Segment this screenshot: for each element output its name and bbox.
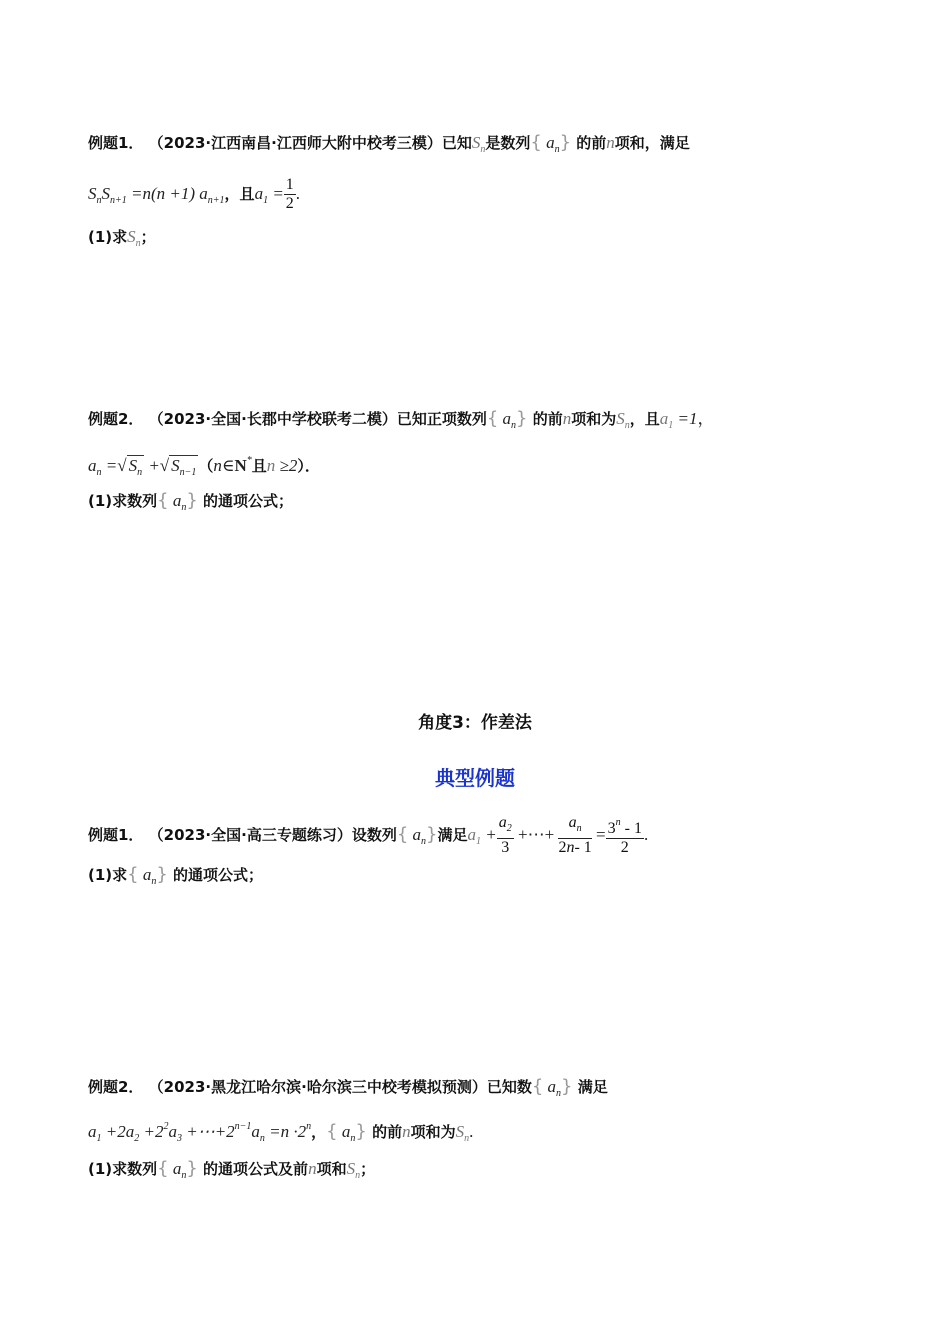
ex1b-question: (1)求{ $a_n$} 的通项公式； — [88, 864, 264, 887]
ex2b-statement: 例题2． （2023·黑龙江哈尔滨·哈尔滨三中校考模拟预测）已知数{ $a_n$} 满足 — [88, 1076, 608, 1099]
ex1a-label: 例题1． — [88, 134, 144, 152]
math-n-in-N: n∈N* — [213, 455, 252, 475]
ex1b-label: 例题1． — [88, 826, 144, 844]
ex2b-question: (1)求数列{ $a_n$} 的通项公式及前n项和$S_n$； — [88, 1158, 376, 1181]
math-weighted-sum: $a_1 +2a_2 +2^2a_3$ $+\cdots+2^{n-1}a_n =n \cdot 2^n$ — [88, 1121, 312, 1144]
ex1a-condition: $S_nS_{n+1} =n(n +1)$ $a_{n+1}$，且$a_1$ = $\frac{1}{2}$ . — [88, 176, 301, 212]
math-sum-series: $a_1$ + — [467, 825, 497, 847]
math-an-seq: { $a_n$} — [530, 132, 572, 155]
ex1b-statement: 例题1． （2023·全国·高三专题练习）设数列{ $a_n$}满足$a_1$ + $\frac{a_2}{3}$ +⋯+ $\frac{a_n}{2n- 1}$ = $\frac{3^n - 1}{2}$ . — [88, 814, 649, 856]
angle-title: 角度3：作差法 — [418, 713, 532, 733]
math-n: n — [606, 133, 615, 152]
math-an-sqrt: $a_n$ =√ $S_n$ +√ $S_{n-1}$ — [88, 456, 197, 478]
ex2a-question: (1)求数列{ $a_n$} 的通项公式； — [88, 490, 294, 513]
ex1a-source: （2023·江西南昌·江西师大附中校考三模） — [148, 134, 442, 152]
math-an-seq: { $a_n$} — [486, 408, 528, 431]
section-title: 典型例题 — [435, 766, 515, 790]
math-recurrence: $S_nS_{n+1} =n(n +1)$ $a_{n+1}$ — [88, 184, 225, 206]
ex1a-statement: 例题1． （2023·江西南昌·江西师大附中校考三模）已知$S_n$是数列{ $a_n$} 的前n项和，满足 — [88, 132, 690, 155]
ex2a-label: 例题2． — [88, 410, 144, 428]
ex1b-source: （2023·全国·高三专题练习） — [148, 826, 352, 844]
math-a1-eq-1: $a_1 =1$ — [659, 409, 698, 431]
math-a1: $a_1$ = — [254, 184, 284, 206]
ex2b-condition: $a_1 +2a_2 +2^2a_3$ $+\cdots+2^{n-1}a_n =n \cdot 2^n$，{ $a_n$} 的前n项和为$S_n$. — [88, 1121, 474, 1144]
ex2b-label: 例题2． — [88, 1078, 144, 1096]
math-Sn: $S_n$ — [471, 133, 486, 155]
ex2a-condition: $a_n$ =√ $S_n$ +√ $S_{n-1}$ （n∈N*且n ≥2）． — [88, 455, 320, 478]
ex2b-source: （2023·黑龙江哈尔滨·哈尔滨三中校考模拟预测） — [148, 1078, 487, 1096]
ex2a-statement: 例题2． （2023·全国·长郡中学校联考二模）已知正项数列{ $a_n$} 的前n项和为$S_n$，且$a_1 =1$， — [88, 408, 715, 431]
ex1a-question: (1)求$S_n$； — [88, 227, 156, 249]
math-one-half: $\frac{1}{2}$ — [285, 176, 294, 212]
math-Sn-q: $S_n$ — [127, 227, 141, 249]
ex2a-source: （2023·全国·长郡中学校联考二模） — [148, 410, 397, 428]
